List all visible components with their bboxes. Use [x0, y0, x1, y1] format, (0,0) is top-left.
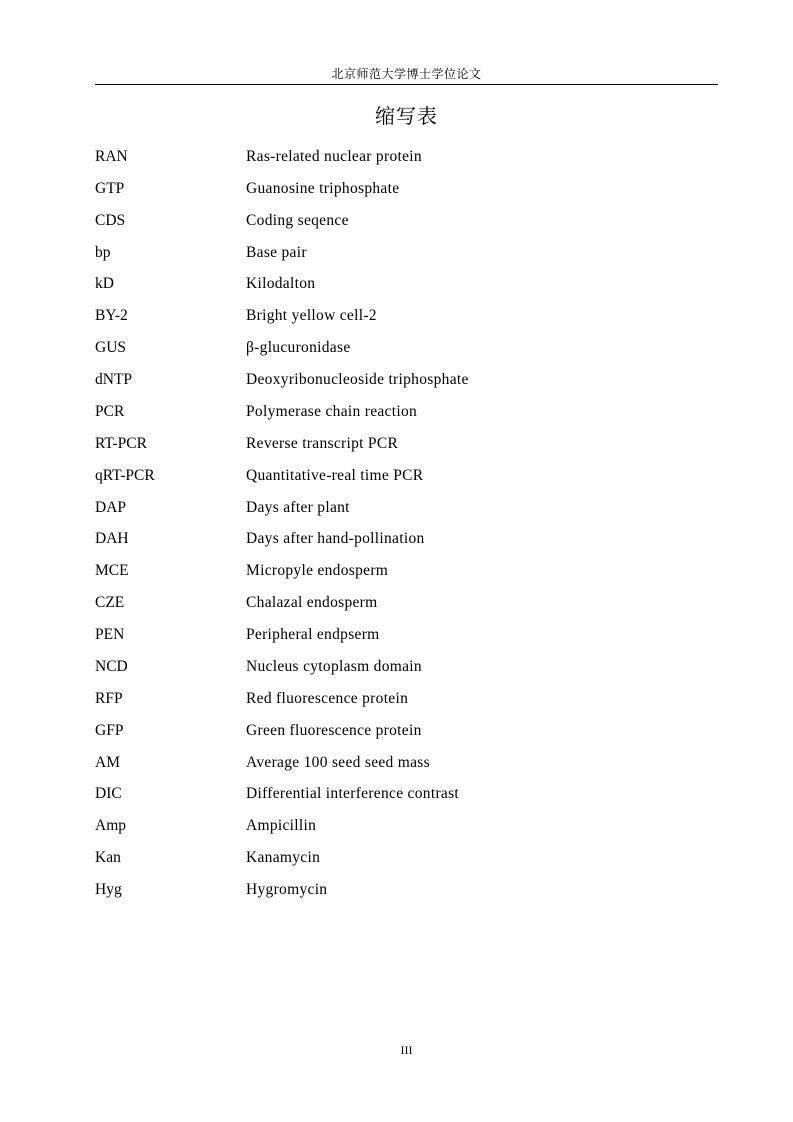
abbreviation-term: AM [95, 753, 120, 771]
page-title: 缩写表 [375, 104, 438, 128]
abbreviation-row [95, 810, 718, 842]
abbreviation-term: NCD [95, 657, 128, 675]
abbreviation-term: qRT-PCR [95, 466, 155, 484]
abbreviation-row [95, 683, 718, 715]
abbreviation-definition: Kanamycin [246, 849, 321, 867]
abbreviation-term: RAN [95, 147, 128, 165]
abbreviation-definition: Red fluorescence protein [246, 689, 409, 707]
abbreviation-term: Hyg [95, 881, 122, 899]
abbreviation-term: BY-2 [95, 307, 128, 325]
abbreviation-definition: Kilodalton [246, 275, 316, 293]
abbreviation-term: RFP [95, 689, 123, 707]
abbreviation-row [95, 300, 718, 332]
abbreviation-definition: β-glucuronidase [246, 339, 351, 357]
abbreviation-row [95, 269, 718, 301]
abbreviation-term: Kan [95, 849, 121, 867]
abbreviation-term: RT-PCR [95, 434, 147, 452]
abbreviation-row [95, 842, 718, 874]
abbreviation-definition: Differential interference contrast [246, 785, 460, 803]
abbreviation-term: DAH [95, 530, 129, 548]
abbreviation-definition: Quantitative-real time PCR [246, 466, 424, 484]
abbreviation-definition: Ampicillin [246, 817, 317, 835]
abbreviation-row [95, 428, 718, 460]
abbreviation-term: dNTP [95, 371, 133, 389]
abbreviation-definition: Deoxyribonucleoside triphosphate [246, 371, 469, 389]
abbreviation-term: PCR [95, 402, 125, 420]
abbreviation-row [95, 396, 718, 428]
abbreviation-term: Amp [95, 817, 126, 835]
abbreviation-definition: Coding seqence [246, 211, 349, 229]
running-header: 北京师范大学博士学位论文 [331, 67, 482, 81]
abbreviation-term: DIC [95, 785, 122, 803]
abbreviation-definition: Micropyle endosperm [246, 562, 389, 580]
abbreviation-term: MCE [95, 562, 129, 580]
abbreviation-row [95, 747, 718, 779]
abbreviation-definition: Green fluorescence protein [246, 721, 422, 739]
abbreviation-term: CZE [95, 594, 125, 612]
abbreviation-definition: Polymerase chain reaction [246, 402, 418, 420]
abbreviation-row [95, 874, 718, 906]
abbreviation-term: bp [95, 243, 111, 261]
abbreviation-row [95, 364, 718, 396]
abbreviation-definition: Days after plant [246, 498, 350, 516]
abbreviation-definition: Hygromycin [246, 881, 328, 899]
abbreviation-row [95, 524, 718, 556]
abbreviation-definition: Base pair [246, 243, 307, 261]
abbreviation-term: CDS [95, 211, 126, 229]
abbreviation-row [95, 715, 718, 747]
abbreviation-definition: Guanosine triphosphate [246, 179, 400, 197]
abbreviation-row [95, 619, 718, 651]
abbreviation-row [95, 237, 718, 269]
abbreviation-definition: Peripheral endpserm [246, 626, 380, 644]
abbreviation-term: kD [95, 275, 114, 293]
abbreviation-term: GFP [95, 721, 124, 739]
abbreviation-row [95, 492, 718, 524]
abbreviation-row [95, 460, 718, 492]
abbreviation-term: PEN [95, 626, 125, 644]
abbreviation-term: DAP [95, 498, 127, 516]
abbreviation-row [95, 779, 718, 811]
abbreviation-row [95, 587, 718, 619]
abbreviation-definition: Nucleus cytoplasm domain [246, 657, 422, 675]
abbreviation-definition: Reverse transcript PCR [246, 434, 399, 452]
abbreviation-row [95, 332, 718, 364]
abbreviation-definition: Ras-related nuclear protein [246, 147, 422, 165]
abbreviation-definition: Bright yellow cell-2 [246, 307, 377, 325]
abbreviation-definition: Days after hand-pollination [246, 530, 425, 548]
abbreviation-row [95, 141, 718, 173]
abbreviation-row [95, 555, 718, 587]
abbreviation-row [95, 205, 718, 237]
page-number: III [400, 1043, 413, 1057]
abbreviation-term: GTP [95, 179, 125, 197]
abbreviation-row [95, 651, 718, 683]
abbreviation-definition: Chalazal endosperm [246, 594, 378, 612]
abbreviation-list [95, 141, 718, 906]
abbreviation-definition: Average 100 seed seed mass [246, 753, 430, 771]
abbreviation-row [95, 173, 718, 205]
header-divider [95, 84, 718, 85]
abbreviation-term: GUS [95, 339, 127, 357]
